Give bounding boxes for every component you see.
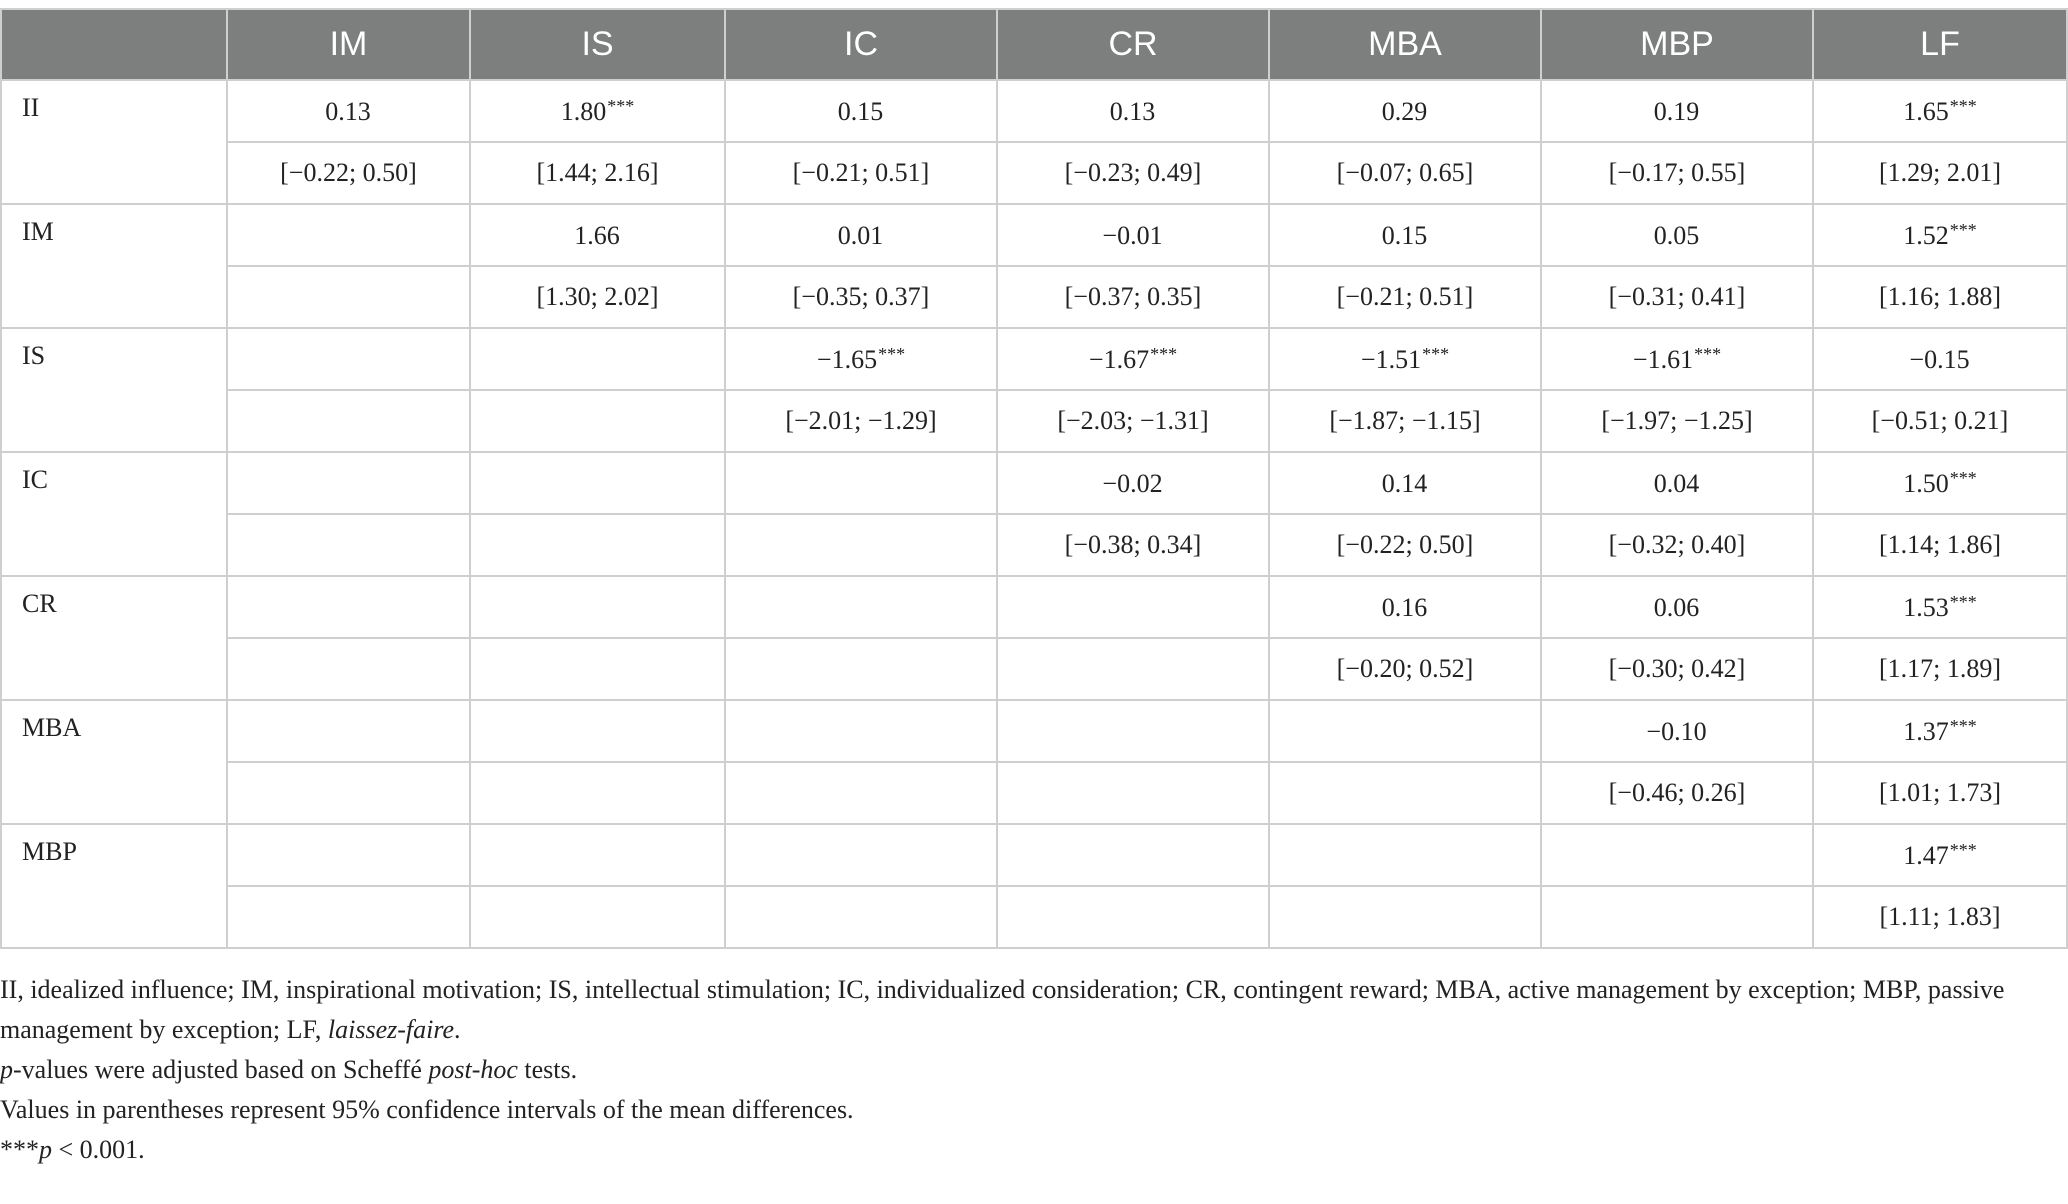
- mean-difference-value: 0.29: [1381, 96, 1428, 126]
- confidence-interval-cell: [−0.07; 0.65]: [1269, 142, 1541, 204]
- row-label: CR: [1, 576, 227, 700]
- confidence-interval-cell: [1.44; 2.16]: [470, 142, 725, 204]
- mean-difference-value: 1.50: [1903, 468, 1949, 498]
- mean-difference-cell: [470, 824, 725, 886]
- confidence-interval-cell: [227, 514, 470, 576]
- confidence-interval-cell: [−1.97; −1.25]: [1541, 390, 1813, 452]
- confidence-interval-cell: [−2.01; −1.29]: [725, 390, 997, 452]
- mean-difference-value: 0.04: [1653, 468, 1700, 498]
- confidence-interval-cell: [1.29; 2.01]: [1813, 142, 2067, 204]
- mean-difference-cell: [1541, 204, 1813, 266]
- row-label: IM: [1, 204, 227, 328]
- abbreviation-note: II, idealized influence; IM, inspirational motivation; IS, intellectual stimulation; IC, individualized consideration; CR, contingent reward; MBA, active management by exception; MBP, passive management by exception; LF, laissez-faire.: [0, 975, 2005, 1044]
- table-row-ci: [1, 638, 2067, 700]
- mean-difference-cell: [1813, 700, 2067, 762]
- header-cell-lf: LF: [1813, 9, 2067, 80]
- mean-difference-cell: [470, 80, 725, 142]
- significance-note: ***p < 0.001.: [0, 1135, 145, 1164]
- mean-difference-value: 1.52: [1903, 220, 1949, 250]
- confidence-interval-cell: [1541, 886, 1813, 948]
- confidence-interval-cell: [227, 886, 470, 948]
- table-row-ci: [1, 514, 2067, 576]
- confidence-interval-cell: [−0.22; 0.50]: [1269, 514, 1541, 576]
- significance-marker: ***: [1694, 343, 1722, 364]
- mean-difference-value: −1.67: [1088, 344, 1150, 374]
- mean-difference-cell: [1813, 576, 2067, 638]
- significance-marker: ***: [1422, 343, 1450, 364]
- confidence-interval-cell: [−0.22; 0.50]: [227, 142, 470, 204]
- mean-difference-cell: [1541, 824, 1813, 886]
- confidence-interval-cell: [725, 886, 997, 948]
- confidence-interval-cell: [227, 266, 470, 328]
- confidence-interval-cell: [227, 638, 470, 700]
- confidence-interval-cell: [−0.30; 0.42]: [1541, 638, 1813, 700]
- row-label: MBA: [1, 700, 227, 824]
- confidence-interval-note: Values in parentheses represent 95% confidence intervals of the mean differences.: [0, 1095, 854, 1124]
- table-row-ci: [1, 390, 2067, 452]
- mean-difference-value: −0.02: [1102, 468, 1163, 498]
- mean-difference-cell: [1541, 576, 1813, 638]
- mean-difference-cell: [1269, 452, 1541, 514]
- confidence-interval-cell: [997, 638, 1269, 700]
- mean-difference-cell: [997, 204, 1269, 266]
- confidence-interval-cell: [−0.51; 0.21]: [1813, 390, 2067, 452]
- table-body: [1, 80, 2067, 948]
- mean-difference-cell: [1813, 452, 2067, 514]
- significance-marker: ***: [1949, 219, 1977, 240]
- header-cell-is: IS: [470, 9, 725, 80]
- confidence-interval-cell: [−0.31; 0.41]: [1541, 266, 1813, 328]
- confidence-interval-cell: [470, 762, 725, 824]
- mean-difference-value: 0.15: [837, 96, 884, 126]
- confidence-interval-cell: [−0.35; 0.37]: [725, 266, 997, 328]
- mean-difference-cell: [725, 204, 997, 266]
- confidence-interval-cell: [1.30; 2.02]: [470, 266, 725, 328]
- mean-difference-cell: [1813, 328, 2067, 390]
- mean-difference-cell: [1269, 576, 1541, 638]
- mean-difference-cell: [997, 824, 1269, 886]
- mean-difference-table-container: [0, 8, 2066, 949]
- significance-marker: ***: [1949, 839, 1977, 860]
- mean-difference-value: 0.14: [1381, 468, 1428, 498]
- mean-difference-value: 0.19: [1653, 96, 1700, 126]
- mean-difference-cell: [470, 452, 725, 514]
- mean-difference-value: −1.65: [816, 344, 878, 374]
- pvalue-note: p-values were adjusted based on Scheffé post-hoc tests.: [0, 1055, 578, 1084]
- mean-difference-cell: [470, 328, 725, 390]
- significance-marker: ***: [1150, 343, 1178, 364]
- mean-difference-value: 0.01: [837, 220, 884, 250]
- table-row: [1, 328, 2067, 390]
- row-label: II: [1, 80, 227, 204]
- mean-difference-cell: [227, 204, 470, 266]
- header-row: [1, 9, 2067, 80]
- confidence-interval-cell: [−0.17; 0.55]: [1541, 142, 1813, 204]
- confidence-interval-cell: [470, 514, 725, 576]
- confidence-interval-cell: [997, 886, 1269, 948]
- significance-marker: ***: [1949, 715, 1977, 736]
- mean-difference-cell: [725, 80, 997, 142]
- mean-difference-value: 1.65: [1903, 96, 1949, 126]
- table-row: [1, 700, 2067, 762]
- header-cell-mba: MBA: [1269, 9, 1541, 80]
- mean-difference-cell: [227, 824, 470, 886]
- confidence-interval-cell: [725, 514, 997, 576]
- table-row-ci: [1, 886, 2067, 948]
- significance-marker: ***: [1949, 591, 1977, 612]
- mean-difference-cell: [227, 328, 470, 390]
- mean-difference-cell: [725, 824, 997, 886]
- mean-difference-cell: [1541, 700, 1813, 762]
- confidence-interval-cell: [−0.37; 0.35]: [997, 266, 1269, 328]
- mean-difference-cell: [1813, 204, 2067, 266]
- mean-difference-cell: [1813, 80, 2067, 142]
- mean-difference-value: 0.13: [1109, 96, 1156, 126]
- mean-difference-value: 1.47: [1903, 840, 1949, 870]
- mean-difference-value: −1.51: [1360, 344, 1422, 374]
- mean-difference-cell: [227, 452, 470, 514]
- mean-difference-cell: [997, 700, 1269, 762]
- mean-difference-cell: [470, 700, 725, 762]
- header-cell-corner: [1, 9, 227, 80]
- confidence-interval-cell: [725, 638, 997, 700]
- confidence-interval-cell: [−0.23; 0.49]: [997, 142, 1269, 204]
- mean-difference-value: −1.61: [1632, 344, 1694, 374]
- mean-difference-cell: [725, 700, 997, 762]
- mean-difference-value: 1.66: [574, 220, 620, 250]
- mean-difference-cell: [1269, 204, 1541, 266]
- mean-difference-cell: [470, 204, 725, 266]
- confidence-interval-cell: [−0.38; 0.34]: [997, 514, 1269, 576]
- header-cell-ic: IC: [725, 9, 997, 80]
- confidence-interval-cell: [227, 390, 470, 452]
- confidence-interval-cell: [1.14; 1.86]: [1813, 514, 2067, 576]
- row-label: IC: [1, 452, 227, 576]
- table-row: [1, 452, 2067, 514]
- mean-difference-cell: [1541, 80, 1813, 142]
- mean-difference-cell: [227, 80, 470, 142]
- table-row: [1, 576, 2067, 638]
- row-label: MBP: [1, 824, 227, 948]
- confidence-interval-cell: [1.16; 1.88]: [1813, 266, 2067, 328]
- mean-difference-cell: [1269, 700, 1541, 762]
- mean-difference-cell: [997, 328, 1269, 390]
- confidence-interval-cell: [1.01; 1.73]: [1813, 762, 2067, 824]
- mean-difference-cell: [1541, 328, 1813, 390]
- confidence-interval-cell: [−0.20; 0.52]: [1269, 638, 1541, 700]
- confidence-interval-cell: [997, 762, 1269, 824]
- confidence-interval-cell: [−0.21; 0.51]: [1269, 266, 1541, 328]
- mean-difference-value: 1.53: [1903, 592, 1949, 622]
- mean-difference-cell: [227, 576, 470, 638]
- mean-difference-cell: [997, 452, 1269, 514]
- table-row-ci: [1, 142, 2067, 204]
- mean-difference-value: −0.01: [1102, 220, 1163, 250]
- mean-difference-cell: [997, 576, 1269, 638]
- significance-marker: ***: [1949, 467, 1977, 488]
- mean-difference-value: −0.15: [1909, 344, 1970, 374]
- mean-difference-cell: [725, 328, 997, 390]
- row-label: IS: [1, 328, 227, 452]
- confidence-interval-cell: [1269, 886, 1541, 948]
- confidence-interval-cell: [725, 762, 997, 824]
- mean-difference-value: −0.10: [1646, 716, 1707, 746]
- mean-difference-cell: [227, 700, 470, 762]
- table-row: [1, 80, 2067, 142]
- confidence-interval-cell: [470, 638, 725, 700]
- confidence-interval-cell: [227, 762, 470, 824]
- header-cell-im: IM: [227, 9, 470, 80]
- confidence-interval-cell: [−1.87; −1.15]: [1269, 390, 1541, 452]
- mean-difference-cell: [1269, 328, 1541, 390]
- mean-difference-cell: [725, 576, 997, 638]
- confidence-interval-cell: [−0.21; 0.51]: [725, 142, 997, 204]
- confidence-interval-cell: [1.17; 1.89]: [1813, 638, 2067, 700]
- mean-difference-cell: [1541, 452, 1813, 514]
- mean-difference-value: 0.16: [1381, 592, 1428, 622]
- mean-difference-value: 0.05: [1653, 220, 1700, 250]
- confidence-interval-cell: [1269, 762, 1541, 824]
- mean-difference-cell: [1269, 824, 1541, 886]
- significance-marker: ***: [607, 95, 635, 116]
- mean-difference-value: 1.80: [560, 96, 607, 126]
- table-row-ci: [1, 762, 2067, 824]
- confidence-interval-cell: [−0.46; 0.26]: [1541, 762, 1813, 824]
- mean-difference-cell: [1269, 80, 1541, 142]
- confidence-interval-cell: [−0.32; 0.40]: [1541, 514, 1813, 576]
- mean-difference-table: [0, 8, 2068, 949]
- header-cell-cr: CR: [997, 9, 1269, 80]
- table-row-ci: [1, 266, 2067, 328]
- table-row: [1, 824, 2067, 886]
- confidence-interval-cell: [470, 886, 725, 948]
- mean-difference-cell: [470, 576, 725, 638]
- mean-difference-value: 0.06: [1653, 592, 1700, 622]
- significance-marker: ***: [1949, 95, 1977, 116]
- significance-marker: ***: [878, 343, 906, 364]
- mean-difference-value: 1.37: [1903, 716, 1949, 746]
- confidence-interval-cell: [1.11; 1.83]: [1813, 886, 2067, 948]
- mean-difference-cell: [1813, 824, 2067, 886]
- mean-difference-cell: [725, 452, 997, 514]
- confidence-interval-cell: [470, 390, 725, 452]
- confidence-interval-cell: [−2.03; −1.31]: [997, 390, 1269, 452]
- table-row: [1, 204, 2067, 266]
- header-cell-mbp: MBP: [1541, 9, 1813, 80]
- mean-difference-cell: [997, 80, 1269, 142]
- table-notes: [0, 970, 2060, 1170]
- mean-difference-value: 0.13: [325, 96, 371, 126]
- mean-difference-value: 0.15: [1381, 220, 1428, 250]
